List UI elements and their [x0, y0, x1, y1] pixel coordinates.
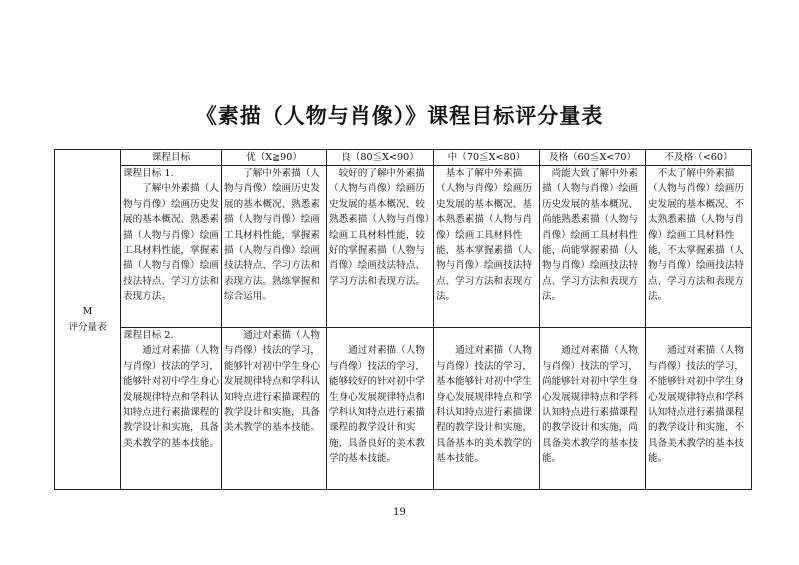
objective-1-medium: 基本了解中外素描（人物与肖像）绘画历史发展的基本概况、基本熟悉素描（人物与肖像）绘画工具材料性能，基本掌握素描（人物与肖像）绘画技法特点、学习方法和表现方法。: [434, 166, 540, 328]
header-good: 良（80≦X<90）: [327, 150, 434, 166]
table-row: [55, 328, 752, 490]
header-fail: 不及格（<60）: [646, 150, 752, 166]
objective-1-fail: 不太了解中外素描（人物与肖像）绘画历史发展的基本概况、不太熟悉素描（人物与肖像）绘画工具材料性能，不太掌握素描（人物与肖像）绘画技法特点、学习方法和表现方法。: [646, 166, 752, 328]
objective-1-pass: 尚能大致了解中外素描（人物与肖像）绘画历史发展的基本概况、尚能熟悉素描（人物与肖像）绘画工具材料性能，尚能掌握素描（人物与肖像）绘画技法特点、学习方法和表现方法。: [540, 166, 646, 328]
objective-2-excellent: 通过对素描（人物与肖像）技法的学习，能够针对初中学生身心发展规律特点和学科认知特点进行素描课程的教学设计和实施，具备美术教学的基本技能。: [222, 328, 327, 490]
objective-2-pass: 通过对素描（人物与肖像）技法的学习，尚能够针对初中学生身心发展规律特点和学科认知特点进行素描课程的教学设计和实施，尚具备美术教学的基本技能。: [540, 328, 646, 490]
objective-2-fail: 通过对素描（人物与肖像）技法的学习，不能够针对初中学生身心发展规律特点和学科认知特点进行素描课程的教学设计和实施，不具备美术教学的基本技能。: [646, 328, 752, 490]
row-label-code: M: [82, 305, 93, 317]
objective-1-good: 较好的了解中外素描（人物与肖像）绘画历史发展的基本概况、较熟悉素描（人物与肖像）绘画工具材料性能，较好的掌握素描（人物与肖像）绘画技法特点、学习方法和表现方法。: [327, 166, 434, 328]
objective-2-medium: 通过对素描（人物与肖像）技法的学习，基本能够针对初中学生身心发展规律特点和学科认知特点进行素描课程的教学设计和实施，具备基本的美术教学的基本技能。: [434, 328, 540, 490]
document-title: 《素描（人物与肖像）》课程目标评分量表: [195, 103, 604, 128]
objective-1-excellent: 了解中外素描（人物与肖像）绘画历史发展的基本概况、熟悉素描（人物与肖像）绘画工具材料性能，掌握素描（人物与肖像）绘画技法特点、学习方法和表现方法。熟练掌握和综合运用。: [222, 166, 327, 328]
objective-2-cell: 课程目标 2. 通过对素描（人物与肖像）技法的学习，能够针对初中学生身心发展规律特点和学科认知特点进行素描课程的教学设计和实施，具备美术教学的基本技能。: [121, 328, 222, 490]
row-label-cell: [55, 150, 121, 490]
objective-1-cell: 课程目标 1. 了解中外素描（人物与肖像）绘画历史发展的基本概况、熟悉素描（人物与肖像）绘画工具材料性能，掌握素描（人物与肖像）绘画技法特点、学习方法和表现方法。: [121, 166, 222, 328]
header-pass: 及格（60≦X<70）: [540, 150, 646, 166]
header-row: [55, 150, 752, 166]
rubric-table: [54, 149, 752, 490]
header-medium: 中（70≦X<80）: [434, 150, 540, 166]
header-excellent: 优（X≧90）: [222, 150, 327, 166]
header-objective: 课程目标: [121, 150, 222, 166]
page-number: 19: [393, 507, 406, 518]
objective-2-good: 通过对素描（人物与肖像）技法的学习，能够较好的针对初中学生身心发展规律特点和学科认知特点进行素描课程的教学设计和实施，具备良好的美术教学的基本技能。: [327, 328, 434, 490]
table-row: [55, 166, 752, 328]
row-label-text: 评分量表: [68, 321, 107, 333]
